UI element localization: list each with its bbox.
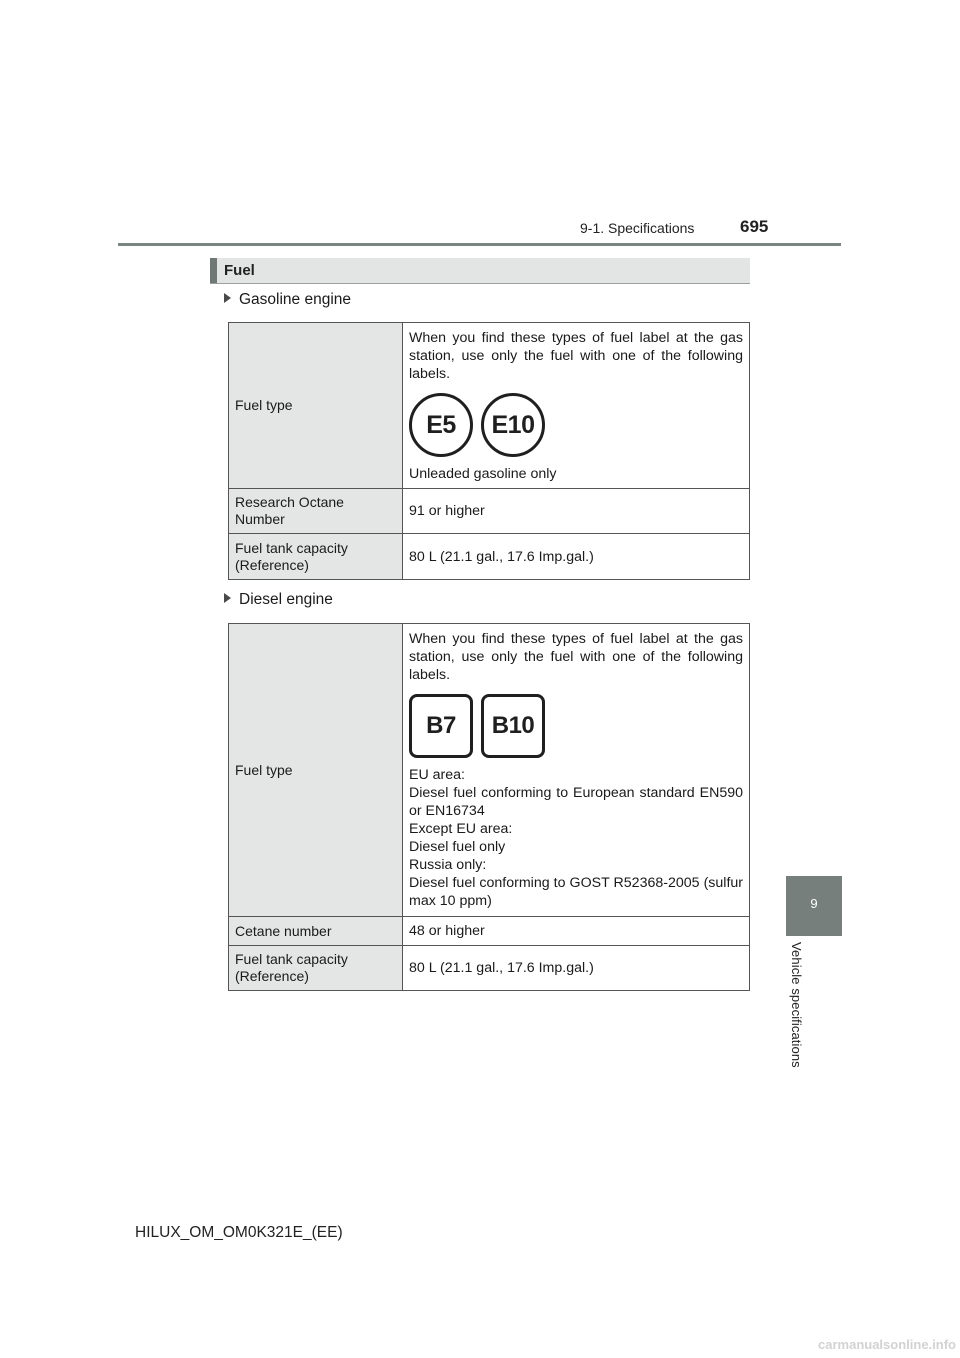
header-section-title: 9-1. Specifications [580, 220, 695, 236]
fuel-type-cell [403, 624, 750, 917]
octane-value: 91 or higher [403, 489, 750, 534]
fuel-label-instruction: When you find these types of fuel label at the gas station, use only the fuel with one of the following labels. [409, 330, 743, 382]
fuel-type-note: Unleaded gasoline only [409, 466, 557, 482]
table-row [229, 917, 750, 946]
diesel-engine-heading [224, 591, 333, 609]
region-note: Diesel fuel conforming to European standard EN590 or EN16734 [409, 785, 743, 819]
region-note: Diesel fuel only [409, 839, 506, 855]
triangle-bullet-icon [224, 593, 231, 603]
table-row [229, 323, 750, 489]
cetane-label: Cetane number [229, 917, 403, 946]
table-row [229, 946, 750, 991]
fuel-type-cell [403, 323, 750, 489]
tank-capacity-value: 80 L (21.1 gal., 17.6 Imp.gal.) [403, 946, 750, 991]
region-note: Except EU area: [409, 821, 513, 837]
heading-marker [210, 258, 217, 283]
e10-fuel-label-icon: E10 [481, 393, 545, 457]
document-code-footer: HILUX_OM_OM0K321E_(EE) [135, 1224, 343, 1241]
gasoline-engine-heading [224, 291, 351, 309]
fuel-type-label: Fuel type [229, 624, 403, 917]
region-note: Diesel fuel conforming to GOST R52368-2005 (sulfur max 10 ppm) [409, 875, 743, 909]
fuel-label-badges [409, 694, 743, 758]
gasoline-spec-table [228, 322, 750, 580]
header-divider [118, 243, 841, 246]
table-row [229, 489, 750, 534]
triangle-bullet-icon [224, 293, 231, 303]
b10-fuel-label-icon: B10 [481, 694, 545, 758]
fuel-label-instruction: When you find these types of fuel label at the gas station, use only the fuel with one of the following labels. [409, 631, 743, 683]
watermark: carmanualsonline.info [818, 1337, 956, 1352]
region-note: Russia only: [409, 857, 487, 873]
fuel-type-label: Fuel type [229, 323, 403, 489]
region-note: EU area: [409, 767, 465, 783]
diesel-spec-table [228, 623, 750, 991]
e5-fuel-label-icon: E5 [409, 393, 473, 457]
b7-fuel-label-icon: B7 [409, 694, 473, 758]
tank-capacity-label: Fuel tank capacity (Reference) [229, 946, 403, 991]
chapter-tab-number: 9 [810, 896, 818, 911]
diesel-engine-heading-text: Diesel engine [239, 591, 333, 608]
gasoline-engine-heading-text: Gasoline engine [239, 291, 352, 308]
chapter-tab [786, 876, 842, 936]
fuel-section-heading [210, 258, 750, 284]
chapter-tab-label: Vehicle specifications [789, 942, 804, 1068]
table-row [229, 624, 750, 917]
cetane-value: 48 or higher [403, 917, 750, 946]
fuel-label-badges [409, 393, 743, 457]
tank-capacity-label: Fuel tank capacity (Reference) [229, 534, 403, 580]
octane-label: Research Octane Number [229, 489, 403, 534]
fuel-heading-text: Fuel [224, 262, 255, 279]
page-number: 695 [740, 217, 769, 236]
tank-capacity-value: 80 L (21.1 gal., 17.6 Imp.gal.) [403, 534, 750, 580]
table-row [229, 534, 750, 580]
